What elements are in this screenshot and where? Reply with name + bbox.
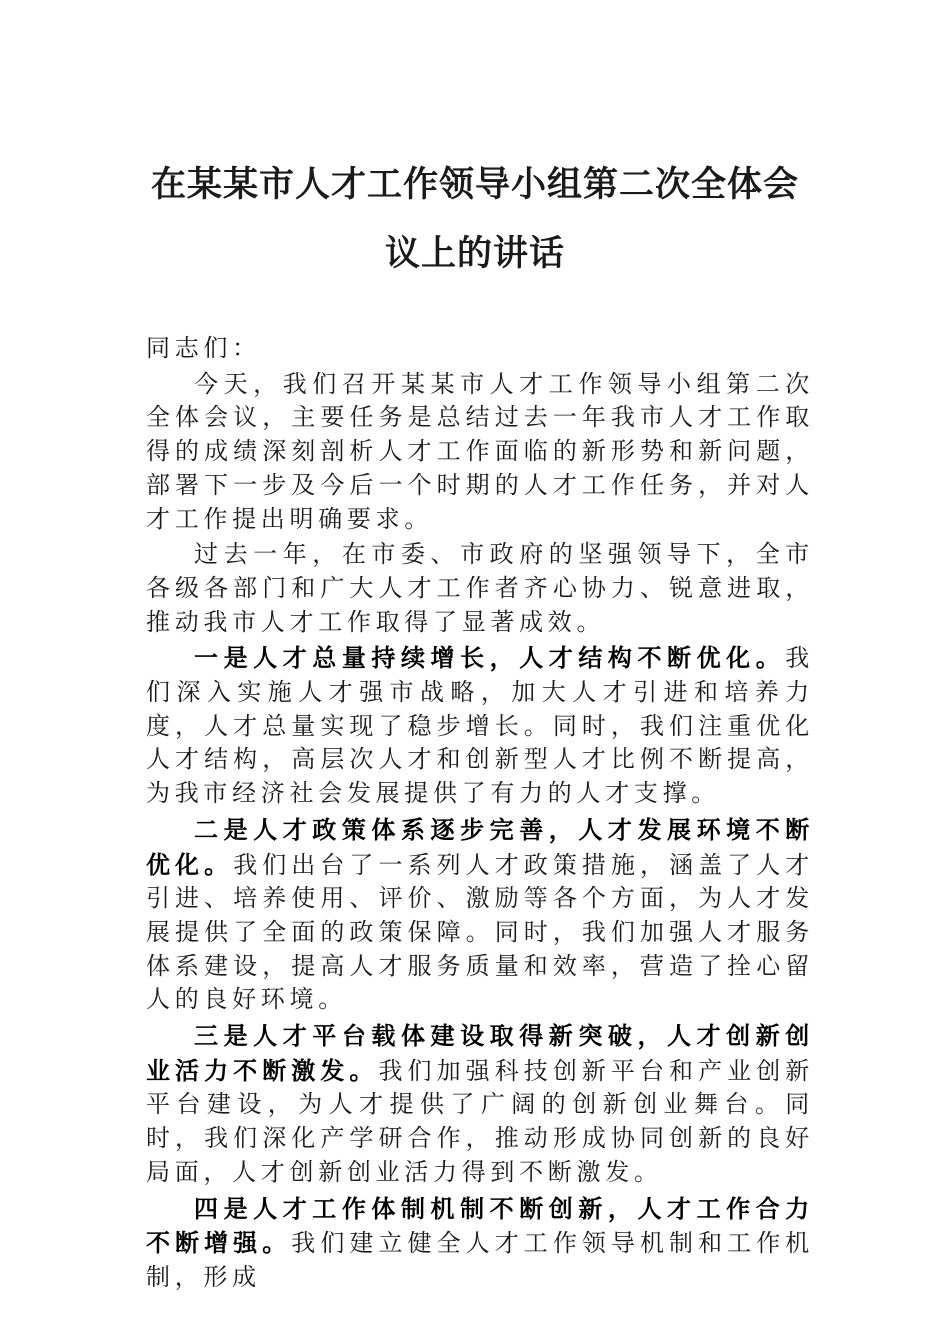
paragraph-text: 我们深入实施人才强市战略，加大人才引进和培养力度，人才总量实现了稳步增长。同时，我们注重优化人才结构，高层次人才和创新型人才比例不断提高，为我市经济社会发展提供了有力的人才支撑。 — [146, 644, 814, 808]
paragraph-lead: 二是人才政策体系逐步完善，人才发展环境不断优化。 — [146, 814, 814, 879]
paragraph-point-4 — [146, 1192, 814, 1295]
paragraph-text: 我们建立健全人才工作领导机制和工作机制，形成 — [146, 1229, 814, 1291]
document-title-line-2: 议上的讲话 — [384, 233, 565, 274]
document-title-line-1: 在某某市人才工作领导小组第二次全体会 — [150, 164, 799, 205]
paragraph-point-2 — [146, 813, 814, 1017]
paragraph-point-1 — [146, 641, 814, 811]
paragraph-text: 我们加强科技创新平台和产业创新平台建设，为人才提供了广阔的创新创业舞台。同时，我们深化产学研合作，推动形成协同创新的良好局面，人才创新创业活力得到不断激发。 — [146, 1056, 814, 1186]
salutation: 同志们： — [146, 334, 261, 362]
paragraph-text: 过去一年，在市委、市政府的坚强领导下，全市各级各部门和广大人才工作者齐心协力、锐意进取，推动我市人才工作取得了显著成效。 — [146, 540, 814, 636]
paragraph-text: 我们出台了一系列人才政策措施，涵盖了人才引进、培养使用、评价、激励等各个方面，为人才发展提供了全面的政策保障。同时，我们加强人才服务体系建设，提高人才服务质量和效率，营造了拴心留人的良好环境。 — [146, 850, 815, 1014]
paragraph-lead: 一是人才总量持续增长，人才结构不断优化。 — [194, 643, 786, 673]
paragraph-point-3 — [146, 1019, 814, 1190]
paragraph-text: 今天，我们召开某某市人才工作领导小组第二次全体会议，主要任务是总结过去一年我市人才工作取得的成绩深刻剖析人才工作面临的新形势和新问题，部署下一步及今后一个时期的人才工作任务，并对人才工作提出明确要求。 — [146, 369, 814, 533]
paragraph-review — [146, 538, 814, 639]
paragraph-lead: 三是人才平台载体建设取得新突破，人才创新创业活力不断激发。 — [146, 1021, 814, 1085]
paragraph-lead: 四是人才工作体制机制不断创新，人才工作合力不断增强。 — [146, 1193, 814, 1258]
document-body — [146, 332, 814, 1295]
paragraph-intro — [146, 368, 814, 537]
